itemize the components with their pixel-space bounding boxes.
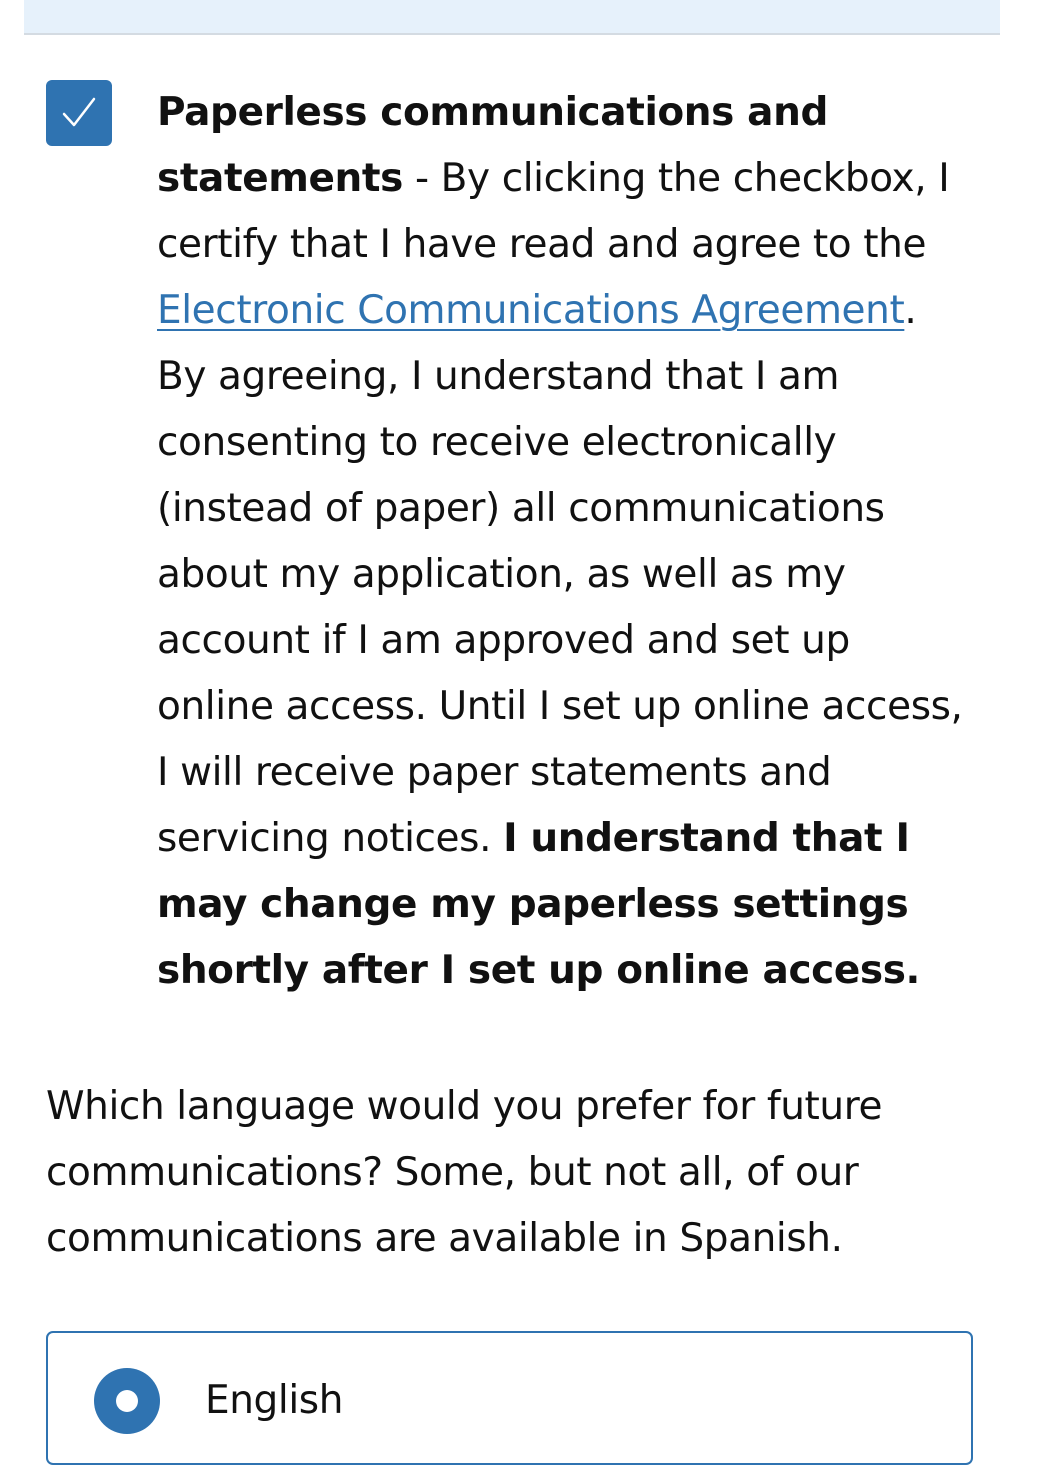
consent-separator: - [402, 156, 441, 201]
radio-selected-icon[interactable] [94, 1368, 160, 1434]
consent-body: By agreeing, I understand that I am consenting to receive electronically (instead of paper) all communications about my application, as well as my account if I am approved and set up online access. Until I set up online access, I will receive paper statements and servicing notices. [157, 354, 963, 861]
checkmark-icon [61, 96, 97, 130]
consent-bold-notice: I understand that I may change my paperless settings shortly after I set up online access. [157, 816, 920, 993]
paperless-consent-checkbox[interactable] [46, 80, 112, 146]
paperless-consent-text [157, 80, 977, 1004]
language-option-label: English [205, 1378, 344, 1423]
electronic-communications-agreement-link[interactable]: Electronic Communications Agreement [157, 288, 905, 333]
top-banner [24, 0, 1000, 35]
language-question: Which language would you prefer for future communications? Some, but not all, of our communications are available in Spanish. [46, 1084, 883, 1261]
consent-title: Paperless communications and statements [157, 90, 828, 201]
radio-dot [116, 1390, 138, 1412]
consent-after-link: . [904, 288, 917, 333]
consent-intro: By clicking the checkbox, I certify that I have read and agree to the [157, 156, 950, 267]
language-option-english[interactable] [46, 1331, 973, 1465]
